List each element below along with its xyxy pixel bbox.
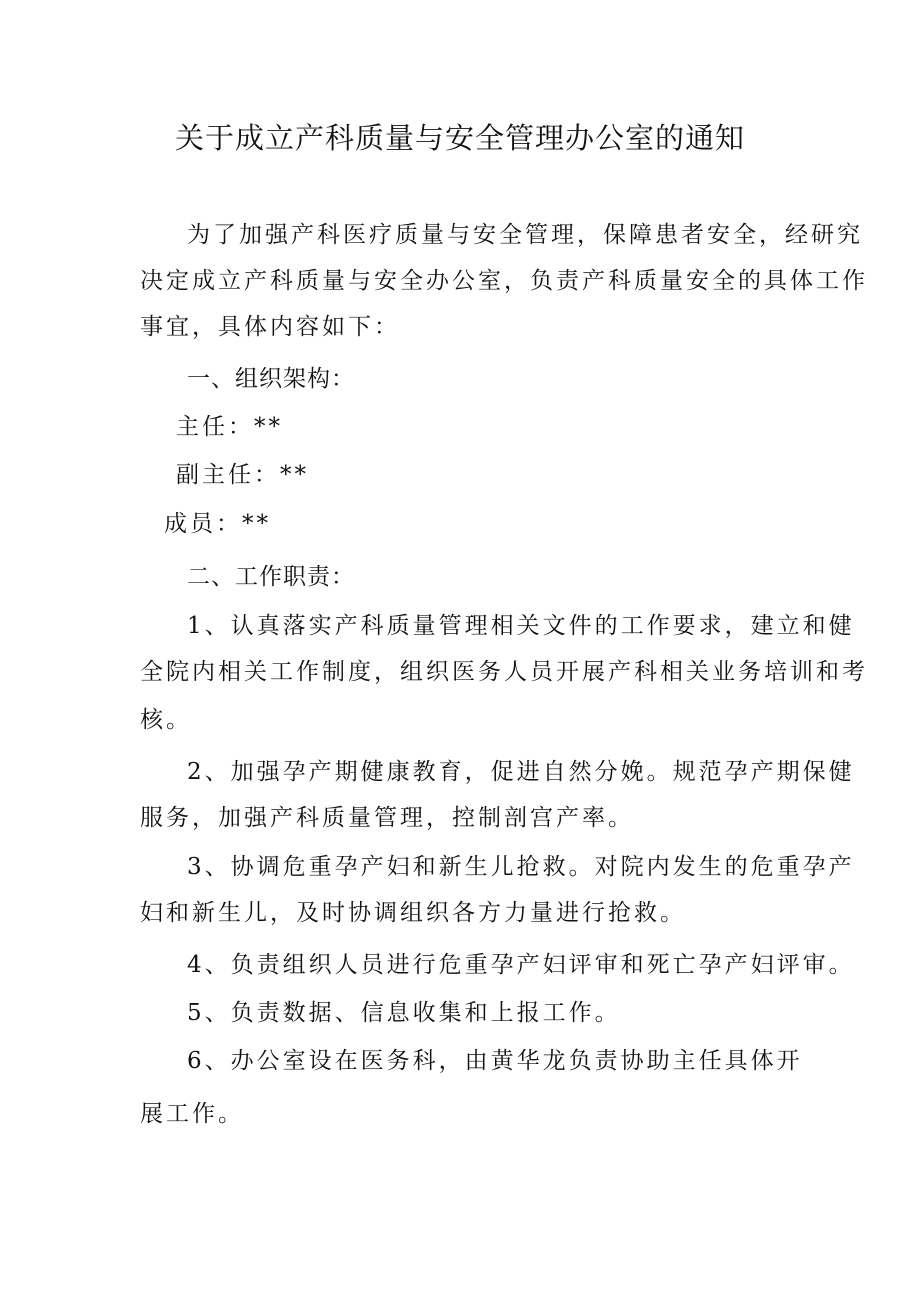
director-line: 主任：** xyxy=(176,414,283,440)
duty-line: 展工作。 xyxy=(140,1101,244,1127)
document-title: 关于成立产科质量与安全管理办公室的通知 xyxy=(174,121,745,155)
intro-line: 决定成立产科质量与安全办公室，负责产科质量安全的具体工作 xyxy=(140,268,868,294)
duty-line: 妇和新生儿，及时协调组织各方力量进行抢救。 xyxy=(140,900,686,926)
duty-line: 全院内相关工作制度，组织医务人员开展产科相关业务培训和考 xyxy=(140,659,868,685)
duty-line: 1、认真落实产科质量管理相关文件的工作要求，建立和健 xyxy=(187,613,855,639)
intro-line: 事宜，具体内容如下： xyxy=(140,314,400,340)
duty-line: 2、加强孕产期健康教育，促进自然分娩。规范孕产期保健 xyxy=(187,759,855,785)
duty-line: 服务，加强产科质量管理，控制剖宫产率。 xyxy=(140,805,634,831)
section-heading: 二、工作职责： xyxy=(187,564,355,590)
members-line: 成员：** xyxy=(164,511,271,537)
duty-line: 核。 xyxy=(140,707,192,733)
deputy-director-line: 副主任：** xyxy=(176,462,309,488)
duty-line: 6、办公室设在医务科，由黄华龙负责协助主任具体开 xyxy=(187,1048,803,1074)
duty-line: 3、协调危重孕产妇和新生儿抢救。对院内发生的危重孕产 xyxy=(187,854,855,880)
duty-line: 5、负责数据、信息收集和上报工作。 xyxy=(187,1000,621,1026)
duty-line: 4、负责组织人员进行危重孕产妇评审和死亡孕产妇评审。 xyxy=(187,952,855,978)
intro-line: 为了加强产科医疗质量与安全管理，保障患者安全，经研究 xyxy=(187,222,863,248)
section-heading: 一、组织架构： xyxy=(187,366,355,392)
